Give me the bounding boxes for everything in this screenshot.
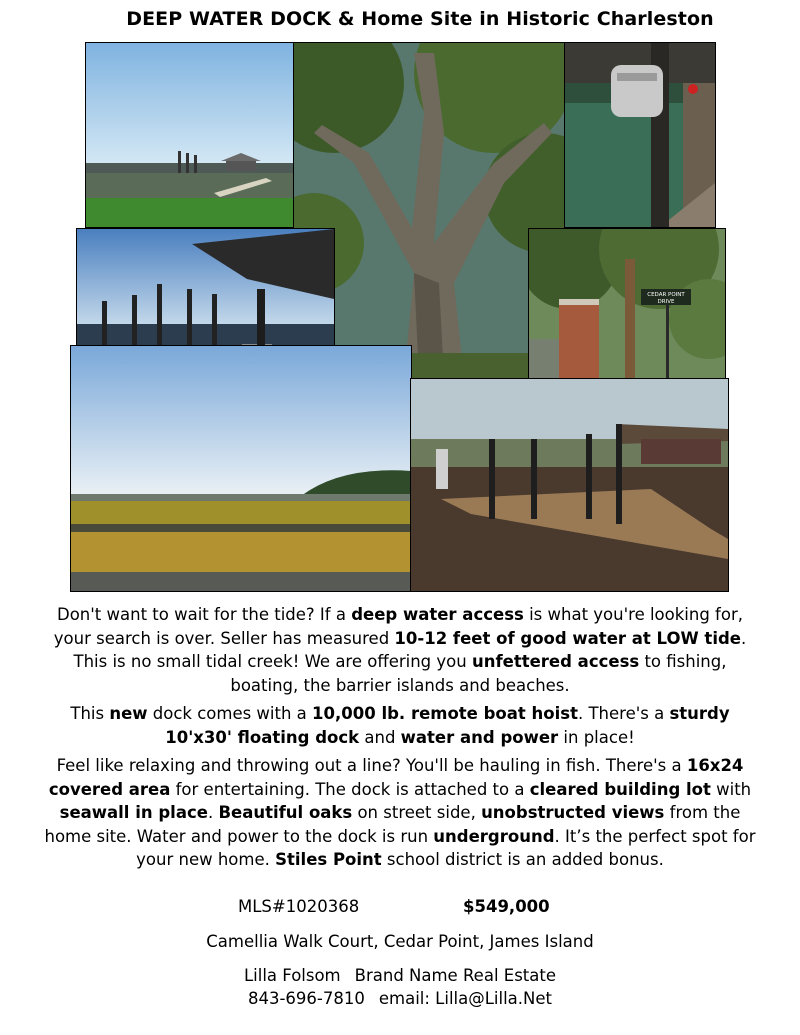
- highlight-text: 10,000 lb. remote boat hoist: [312, 704, 578, 723]
- sign-line-1: CEDAR POINT: [647, 292, 685, 298]
- photo-floating-dock: [410, 378, 729, 592]
- description-paragraph-3: [40, 754, 760, 872]
- brokerage-name: Brand Name Real Estate: [354, 966, 556, 985]
- body-text-run: school district is an added bonus.: [381, 850, 664, 869]
- listing-price: $549,000: [463, 897, 550, 916]
- property-address: Camellia Walk Court, Cedar Point, James Island: [206, 932, 594, 951]
- description-paragraph-1: [40, 603, 760, 697]
- body-text-run: on street side,: [352, 803, 482, 822]
- body-text-run: from the home site. Water and power to the dock is run: [44, 803, 741, 846]
- highlight-text: 10-12 feet of good water at LOW tide: [394, 628, 741, 648]
- flyer-title: DEEP WATER DOCK & Home Site in Historic Charleston: [126, 8, 714, 30]
- photo-marsh-view: [70, 345, 412, 592]
- agent-contact: [0, 964, 800, 1010]
- highlight-text: cleared building lot: [529, 779, 711, 799]
- highlight-text: sturdy 10'x30' floating dock: [165, 704, 730, 747]
- body-text-run: .: [207, 803, 219, 822]
- body-text-run: in place!: [558, 727, 635, 747]
- photo-dock-distance: [85, 42, 295, 228]
- agent-email: email: Lilla@Lilla.Net: [378, 989, 553, 1008]
- agent-name: Lilla Folsom: [243, 966, 341, 985]
- body-text-run: . It’s the perfect spot for your new home.: [136, 826, 756, 869]
- highlight-text: unfettered access: [471, 652, 640, 671]
- highlight-text: water and power: [400, 727, 559, 747]
- agent-phone: 843-696-7810: [247, 989, 365, 1008]
- body-text-run: and: [359, 727, 401, 747]
- body-text-run: This: [70, 704, 110, 723]
- sign-line-2: DRIVE: [657, 299, 675, 305]
- body-text-run: Don't want to wait for the tide? If a: [57, 605, 352, 624]
- body-text-run: dock comes with a: [147, 704, 313, 723]
- description-paragraph-2: [40, 702, 760, 749]
- body-text-run: . There's a: [577, 704, 670, 723]
- highlight-text: deep water access: [351, 605, 524, 624]
- body-text-run: is what you're looking for, your search is over. Seller has measured: [53, 605, 743, 648]
- body-text-run: . This is no small tidal creek! We are offering you: [73, 628, 747, 671]
- highlight-text: underground: [433, 826, 555, 846]
- photo-boat-hoist: [564, 42, 716, 228]
- listing-description: [40, 603, 760, 877]
- highlight-text: Stiles Point: [275, 850, 382, 869]
- highlight-text: Beautiful oaks: [218, 803, 353, 822]
- body-text-run: for entertaining. The dock is attached to a: [170, 779, 530, 799]
- body-text-run: Feel like relaxing and throwing out a line? You'll be hauling in fish. There's a: [56, 756, 687, 775]
- highlight-text: 16x24 covered area: [48, 756, 744, 799]
- highlight-text: seawall in place: [59, 803, 208, 822]
- highlight-text: new: [109, 704, 148, 723]
- mls-number: MLS#1020368: [238, 897, 360, 916]
- highlight-text: unobstructed views: [481, 803, 665, 822]
- body-text-run: to fishing, boating, the barrier islands and beaches.: [230, 652, 727, 695]
- body-text-run: with: [710, 779, 752, 799]
